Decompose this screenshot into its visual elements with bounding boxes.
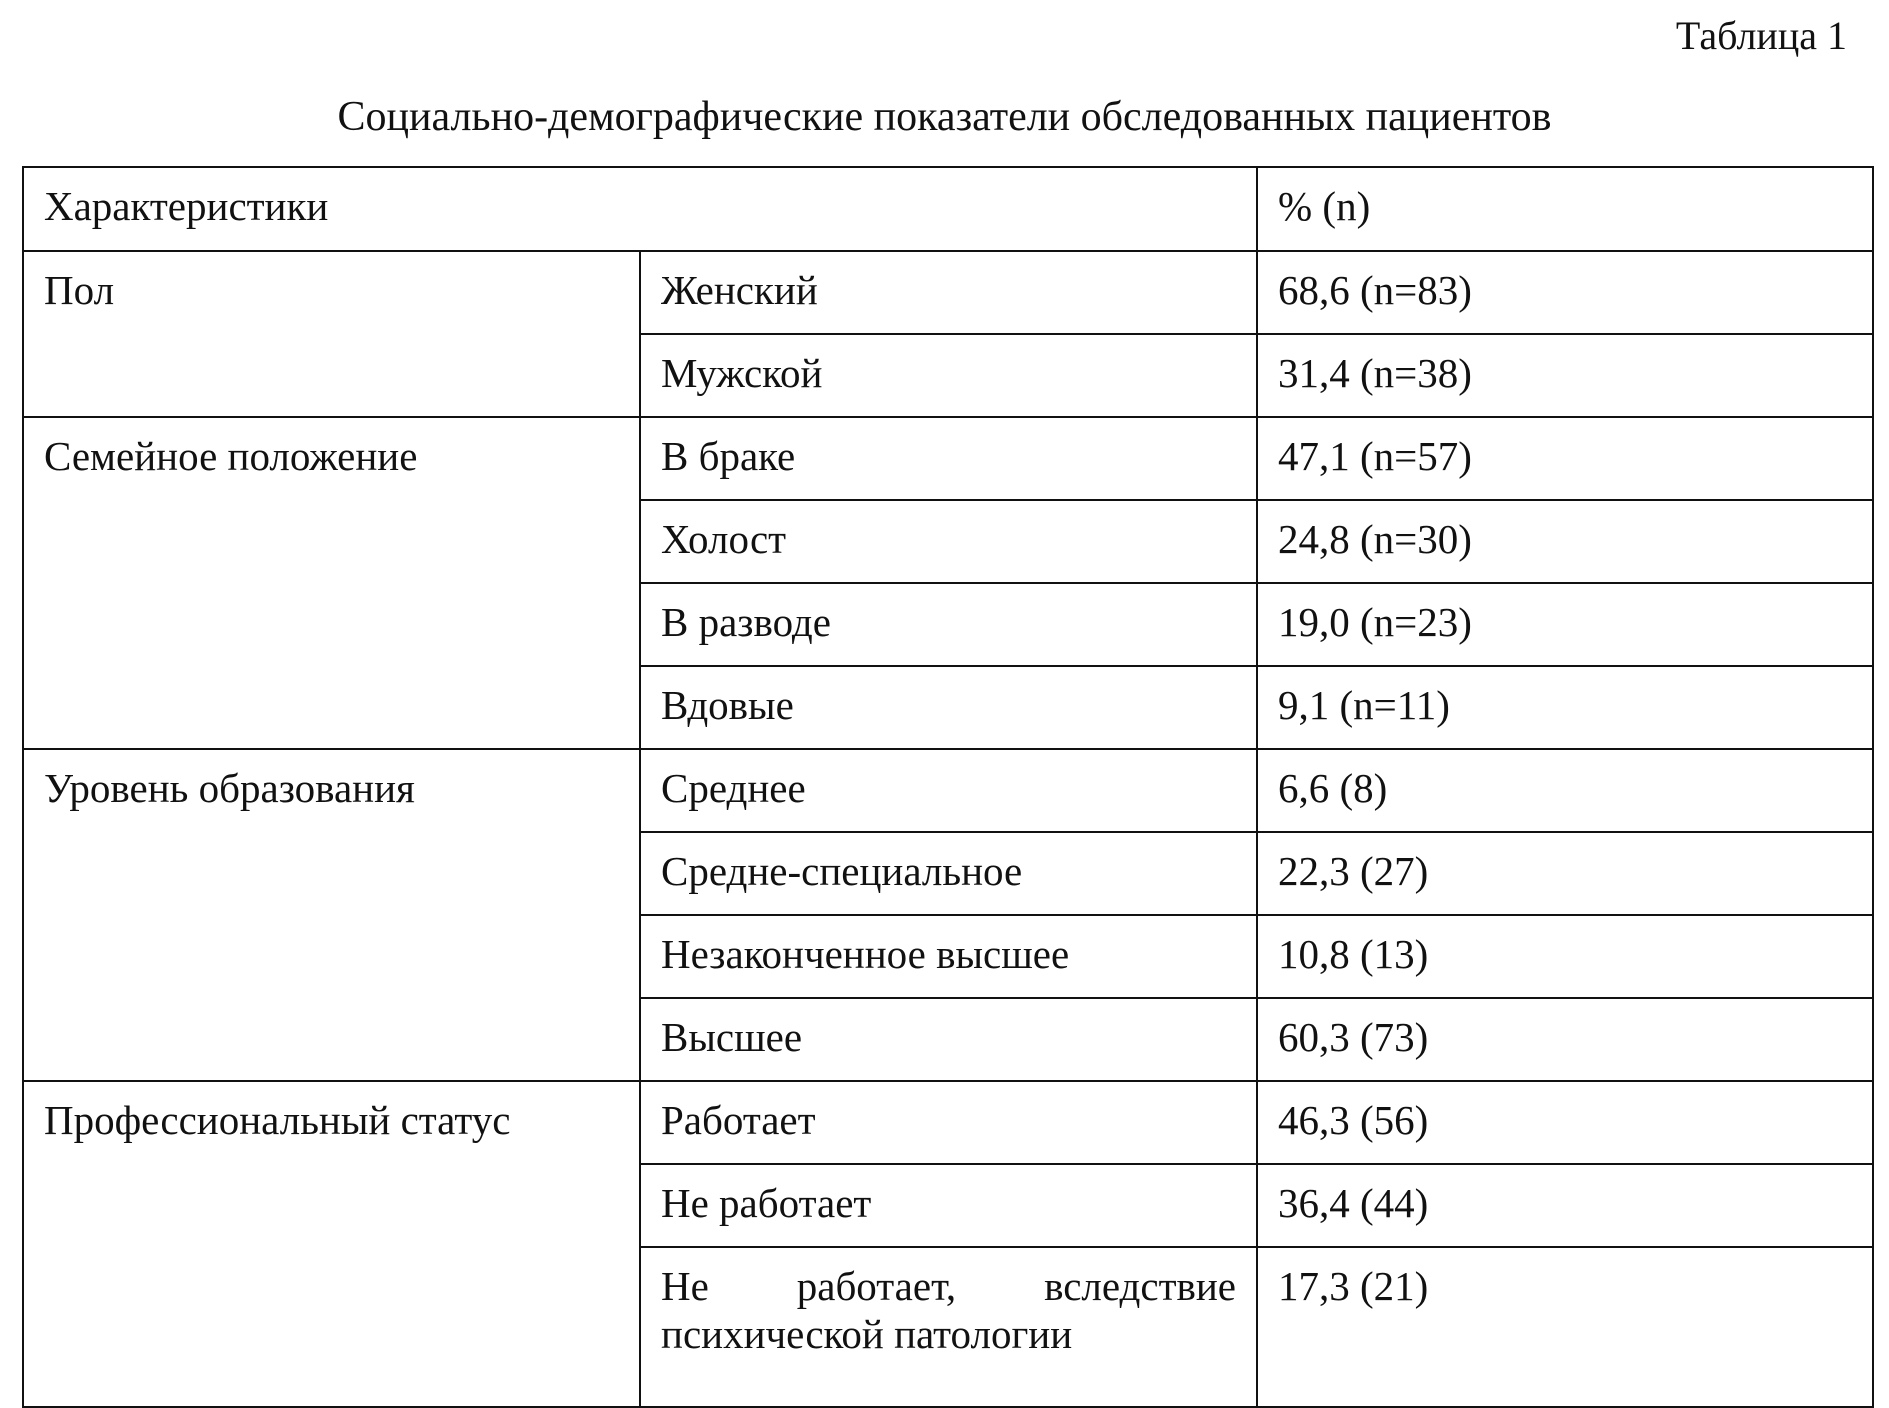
table-row bbox=[23, 749, 1873, 832]
table-number: Таблица 1 bbox=[1675, 13, 1847, 58]
row-item: Не работает bbox=[640, 1164, 1257, 1247]
row-value: 6,6 (8) bbox=[1257, 749, 1873, 832]
header-characteristics: Характеристики bbox=[23, 167, 1257, 251]
row-value: 10,8 (13) bbox=[1257, 915, 1873, 998]
row-item: В разводе bbox=[640, 583, 1257, 666]
row-item: Холост bbox=[640, 500, 1257, 583]
row-item: Среднее bbox=[640, 749, 1257, 832]
table-row bbox=[23, 417, 1873, 500]
table-header-row bbox=[23, 167, 1873, 251]
header-percent-n: % (n) bbox=[1257, 167, 1873, 251]
group-label-marital-status: Семейное положение bbox=[23, 417, 640, 749]
row-value: 24,8 (n=30) bbox=[1257, 500, 1873, 583]
group-label-sex: Пол bbox=[23, 251, 640, 417]
table-row bbox=[23, 1081, 1873, 1164]
row-item: Средне-специальное bbox=[640, 832, 1257, 915]
table-title: Социально-демографические показатели обследованных пациентов bbox=[337, 94, 1552, 140]
row-item: В браке bbox=[640, 417, 1257, 500]
row-item: Незаконченное высшее bbox=[640, 915, 1257, 998]
row-item: Не работает, вследствие психической патологии bbox=[640, 1247, 1257, 1407]
demographics-table bbox=[22, 166, 1874, 1408]
row-item: Женский bbox=[640, 251, 1257, 334]
table-row bbox=[23, 251, 1873, 334]
row-value: 22,3 (27) bbox=[1257, 832, 1873, 915]
row-value: 68,6 (n=83) bbox=[1257, 251, 1873, 334]
row-value: 19,0 (n=23) bbox=[1257, 583, 1873, 666]
row-item: Работает bbox=[640, 1081, 1257, 1164]
row-value: 47,1 (n=57) bbox=[1257, 417, 1873, 500]
row-value: 46,3 (56) bbox=[1257, 1081, 1873, 1164]
group-label-professional-status: Профессиональный статус bbox=[23, 1081, 640, 1407]
group-label-education: Уровень образования bbox=[23, 749, 640, 1081]
row-value: 31,4 (n=38) bbox=[1257, 334, 1873, 417]
row-value: 17,3 (21) bbox=[1257, 1247, 1873, 1407]
row-item: Мужской bbox=[640, 334, 1257, 417]
row-item: Вдовые bbox=[640, 666, 1257, 749]
row-item: Высшее bbox=[640, 998, 1257, 1081]
row-value: 60,3 (73) bbox=[1257, 998, 1873, 1081]
row-value: 9,1 (n=11) bbox=[1257, 666, 1873, 749]
row-value: 36,4 (44) bbox=[1257, 1164, 1873, 1247]
